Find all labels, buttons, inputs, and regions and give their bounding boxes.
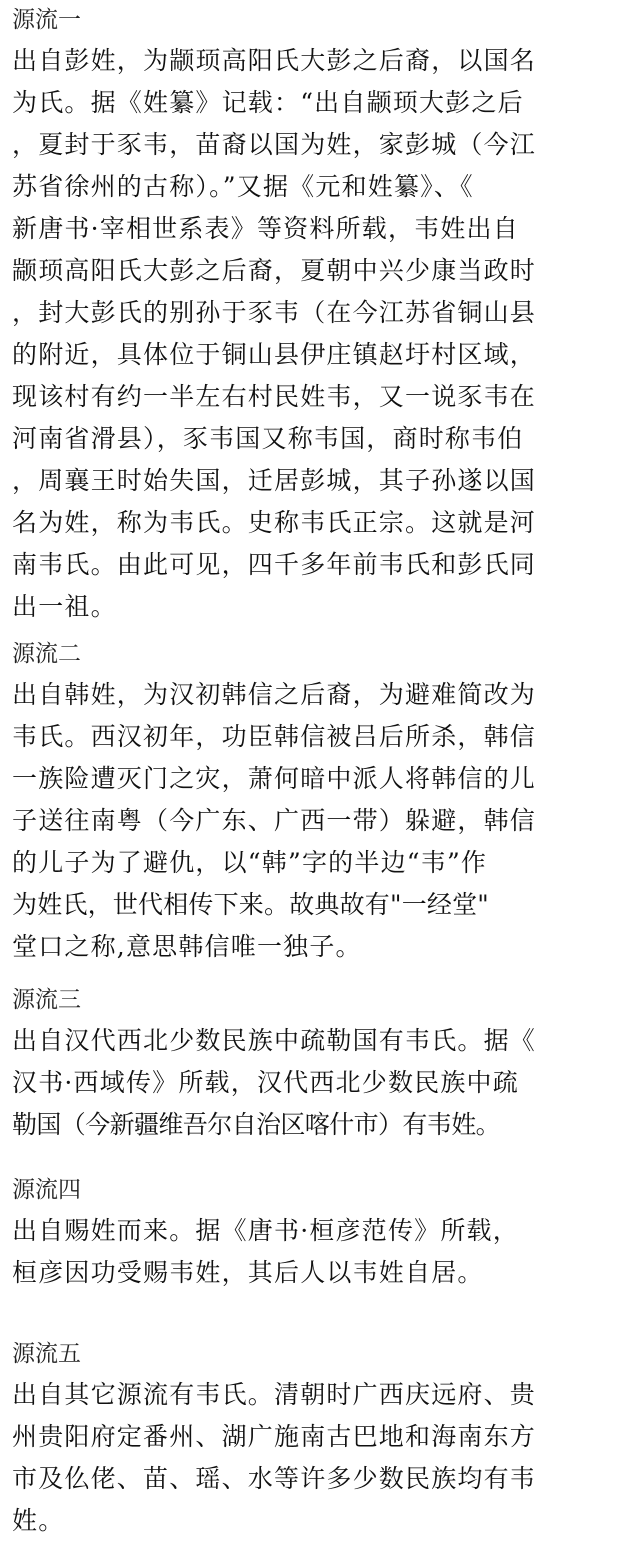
section-body	[12, 1020, 632, 1146]
text-line: 出自韩姓，为汉初韩信之后裔，为避难简改为	[12, 680, 537, 709]
text-line: 现该村有约一半左右村民姓韦，又一说豕韦在	[12, 382, 537, 411]
text-line: 市及仫佬、苗、瑶、水等许多少数民族均有韦	[12, 1464, 537, 1493]
text-line: 出自汉代西北少数民族中疏勒国有韦氏。据《	[12, 1026, 537, 1055]
text-line: ，封大彭氏的别孙于豕韦（在今江苏省铜山县	[12, 298, 537, 327]
text-line: 出自彭姓，为颛顼高阳氏大彭之后裔，以国名	[12, 46, 537, 75]
text-line: 出自赐姓而来。据《唐书·桓彦范传》所载，	[12, 1216, 519, 1245]
text-line: 为姓氏，世代相传下来。故典故有"一经堂"	[12, 890, 489, 919]
section-heading: 源流三	[12, 987, 81, 1013]
text-line: 南韦氏。由此可见，四千多年前韦氏和彭氏同	[12, 550, 537, 579]
text-line: 颛顼高阳氏大彭之后裔，夏朝中兴少康当政时	[12, 256, 537, 285]
text-line: ，夏封于豕韦，苗裔以国为姓，家彭城（今江	[12, 130, 537, 159]
text-line: 堂口之称,意思韩信唯一独子。	[12, 932, 362, 961]
text-line: 姓。	[12, 1506, 65, 1535]
section-origin-3	[12, 980, 632, 1146]
text-line: 州贵阳府定番州、湖广施南古巴地和海南东方	[12, 1422, 537, 1451]
section-body	[12, 1374, 632, 1542]
text-line: 出一祖。	[12, 592, 117, 621]
text-line: ，周襄王时始失国，迁居彭城，其子孙遂以国	[12, 466, 537, 495]
section-origin-5	[12, 1334, 632, 1542]
section-heading: 源流一	[12, 7, 81, 33]
section-body	[12, 40, 632, 628]
text-line: 名为姓，称为韦氏。史称韦氏正宗。这就是河	[12, 508, 537, 537]
section-origin-4	[12, 1170, 632, 1294]
section-heading: 源流五	[12, 1341, 81, 1367]
text-line: 勒国（今新疆维吾尔自治区喀什市）有韦姓。	[12, 1110, 501, 1139]
text-line: 一族险遭灭门之灾，萧何暗中派人将韩信的儿	[12, 764, 537, 793]
text-line: 的附近，具体位于铜山县伊庄镇赵圩村区域，	[12, 340, 537, 369]
text-line: 新唐书·宰相世系表》等资料所载，韦姓出自	[12, 214, 519, 243]
section-body	[12, 1210, 632, 1294]
text-line: 苏省徐州的古称）。”又据《元和姓纂》、《	[12, 172, 474, 201]
text-line: 的儿子为了避仇，以“韩”字的半边“韦”作	[12, 848, 488, 877]
section-body	[12, 674, 632, 968]
text-line: 桓彦因功受赐韦姓，其后人以韦姓自居。	[12, 1258, 484, 1287]
section-origin-2	[12, 634, 632, 968]
text-line: 汉书·西域传》所载，汉代西北少数民族中疏	[12, 1068, 519, 1097]
text-line: 为氏。据《姓纂》记载：“出自颛顼大彭之后	[12, 88, 524, 117]
text-line: 韦氏。西汉初年，功臣韩信被吕后所杀，韩信	[12, 722, 537, 751]
section-origin-1	[12, 0, 632, 628]
text-line: 河南省滑县），豕韦国又称韦国，商时称韦伯	[12, 424, 524, 453]
text-line: 出自其它源流有韦氏。清朝时广西庆远府、贵	[12, 1380, 537, 1409]
section-heading: 源流四	[12, 1177, 81, 1203]
section-heading: 源流二	[12, 641, 81, 667]
text-line: 子送往南粤（今广东、广西一带）躲避，韩信	[12, 806, 537, 835]
